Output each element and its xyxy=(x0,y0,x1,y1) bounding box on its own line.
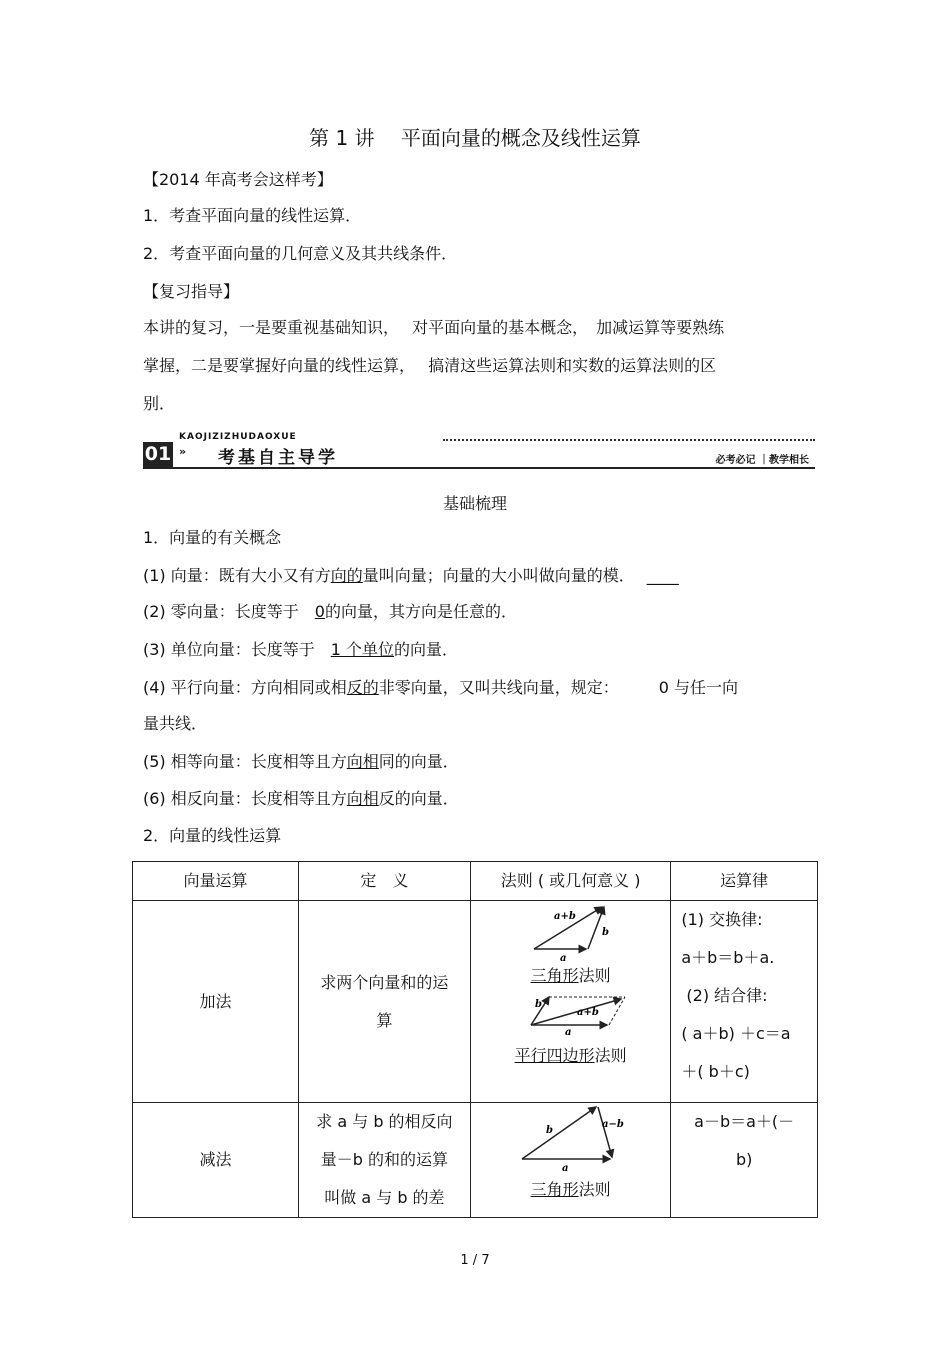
op-rule xyxy=(470,901,670,1103)
rule-suffix: 法则 xyxy=(578,1180,611,1199)
law-line: a＋b＝b＋a. xyxy=(681,948,775,967)
review-line-3: 别． xyxy=(143,394,176,413)
concept-text: (2) 零向量：长度等于 xyxy=(143,602,315,621)
rule-term: 三角形 xyxy=(530,966,579,985)
review-heading: 【复习指导】 xyxy=(143,282,240,301)
exam-item-2: 2．考查平面向量的几何意义及其共线条件． xyxy=(143,244,458,263)
concept-text: (4) 平行向量：方向相同或相 xyxy=(143,678,347,697)
rule-term: 三角形 xyxy=(530,1180,579,1199)
concept-text: (6) 相反向量：长度相等且方 xyxy=(143,789,347,808)
op-name: 加法 xyxy=(133,901,299,1103)
definition-line: 算 xyxy=(376,1010,393,1030)
label-b: b xyxy=(545,1125,553,1136)
concept-blank: 向相 xyxy=(346,752,379,771)
rule-label xyxy=(471,1179,670,1201)
op-laws xyxy=(671,1103,818,1218)
definition-line: 量－b 的和的运算 xyxy=(320,1150,449,1169)
label-a-plus-b: a+b xyxy=(553,911,576,922)
table-header: 定 义 xyxy=(298,862,470,901)
op-definition xyxy=(298,901,470,1103)
rule-suffix: 法则 xyxy=(594,1046,627,1065)
concept-text: 非零向量，又叫共线向量，规定： 0 与任一向 xyxy=(378,678,739,697)
concept-text: 同的向量． xyxy=(378,752,459,771)
concept-4 xyxy=(143,678,738,698)
subheading: 基础梳理 xyxy=(442,494,507,513)
label-a: a xyxy=(561,1163,569,1173)
rule-label xyxy=(471,1045,670,1067)
definition-line: 求两个向量和的运 xyxy=(320,972,449,992)
label-a: a xyxy=(559,953,567,964)
concept-2 xyxy=(143,602,517,622)
banner-number: 01 xyxy=(144,443,172,465)
parallelogram-rule-figure xyxy=(511,989,631,1037)
concept-blank: 反的 xyxy=(346,678,379,697)
law-line: ( a＋b) ＋c＝a xyxy=(681,1024,791,1043)
banner-dotted-rule xyxy=(443,439,815,441)
op-definition xyxy=(298,1103,470,1218)
law-line: b) xyxy=(735,1150,753,1169)
concept-1 xyxy=(143,566,679,586)
rule-suffix: 法则 xyxy=(578,966,611,985)
concept-blank: 1 个单位 xyxy=(330,640,395,659)
concept-text: 的向量，其方向是任意的． xyxy=(324,602,517,621)
label-b: b xyxy=(601,927,609,938)
rule-label xyxy=(471,965,670,987)
label-a-plus-b: a+b xyxy=(576,1007,599,1018)
concept-blank: 0 xyxy=(314,602,325,621)
exam-item-1: 1．考查平面向量的线性运算． xyxy=(143,206,362,225)
definition-line: 求 a 与 b 的相反向 xyxy=(316,1112,453,1131)
table-row-addition xyxy=(133,901,818,1103)
table-header: 法则 ( 或几何意义 ) xyxy=(470,862,670,901)
concept-4-cont: 量共线． xyxy=(143,714,208,733)
op-rule xyxy=(470,1103,670,1218)
section-2-heading: 2．向量的线性运算 xyxy=(143,826,282,845)
law-line: (2) 结合律: xyxy=(681,986,768,1005)
triangle-rule-figure xyxy=(526,901,616,965)
chevron-icon: » xyxy=(179,445,187,458)
law-line: (1) 交换律: xyxy=(681,910,763,929)
op-laws xyxy=(671,901,818,1103)
concept-text: (1) 向量：既有大小又有方 xyxy=(143,566,331,585)
table-header: 运算律 xyxy=(671,862,818,901)
concept-6 xyxy=(143,789,459,809)
op-name: 减法 xyxy=(133,1103,299,1218)
label-a: a xyxy=(564,1027,572,1037)
concept-blank: 向相 xyxy=(346,789,379,808)
concept-text: 的向量． xyxy=(394,640,459,659)
table-header-row xyxy=(133,862,818,901)
banner-pinyin: KAOJIZIZHUDAOXUE xyxy=(179,432,297,442)
section-1-heading: 1．向量的有关概念 xyxy=(143,528,282,547)
page-number: 1 / 7 xyxy=(460,1253,490,1268)
table-row-subtraction xyxy=(133,1103,818,1218)
banner-tagline: 必考必记 ｜教学相长 xyxy=(715,455,809,466)
table-header: 向量运算 xyxy=(133,862,299,901)
vector-b xyxy=(522,1107,596,1159)
law-line: a－b＝a＋(－ xyxy=(694,1112,795,1131)
page-title: 第 1 讲 平面向量的概念及线性运算 xyxy=(309,126,641,150)
vector-a-minus-b xyxy=(598,1107,612,1157)
concept-5 xyxy=(143,752,459,772)
operations-table xyxy=(132,861,818,1218)
concept-text: (5) 相等向量：长度相等且方 xyxy=(143,752,347,771)
concept-text: (3) 单位向量：长度等于 xyxy=(143,640,331,659)
concept-3 xyxy=(143,640,458,660)
exam-heading: 【2014 年高考会这样考】 xyxy=(143,170,333,189)
label-a-minus-b: a−b xyxy=(601,1119,624,1130)
concept-blank: 向的 xyxy=(330,566,363,585)
banner-heading: 考基自主导学 xyxy=(218,448,338,468)
review-line-1: 本讲的复习，一是要重视基础知识， 对平面向量的基本概念， 加减运算等要熟练 xyxy=(143,318,725,337)
review-line-2: 掌握，二是要掌握好向量的线性运算， 搞清这些运算法则和实数的运算法则的区 xyxy=(143,356,717,375)
section-banner xyxy=(143,433,815,473)
label-b: b xyxy=(534,999,542,1010)
law-line: ＋( b＋c) xyxy=(681,1062,750,1081)
rule-term: 平行四边形 xyxy=(514,1046,595,1065)
subtraction-triangle-figure xyxy=(516,1103,626,1173)
definition-line: 叫做 a 与 b 的差 xyxy=(324,1188,445,1207)
concept-tail: ____ xyxy=(646,566,679,585)
concept-text: 量叫向量；向量的大小叫做向量的模． xyxy=(362,566,635,585)
concept-text: 反的向量． xyxy=(378,789,459,808)
